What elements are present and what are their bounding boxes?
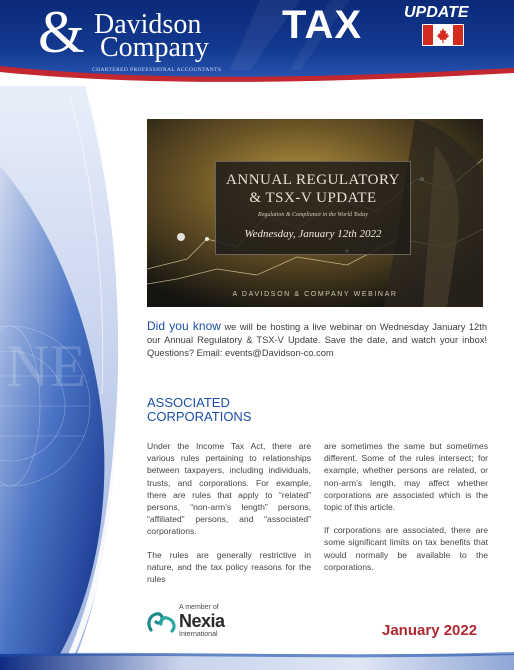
nexia-logo	[147, 604, 237, 640]
banner-subtitle: Regulation & Compliance in the World Today	[258, 212, 368, 218]
company-logo	[38, 0, 238, 76]
logo-subtitle: CHARTERED PROFESSIONAL ACCOUNTANTS	[92, 67, 222, 73]
logo-name-line2: Company	[100, 32, 209, 63]
nexia-name: Nexia	[179, 611, 225, 631]
section-title	[147, 396, 307, 424]
logo-name-line1: Davidson	[94, 9, 202, 40]
tax-title: TAX	[282, 3, 363, 47]
article-column-right	[324, 440, 488, 584]
banner-title-line2: & TSX-V UPDATE	[249, 190, 377, 206]
article-paragraph: are sometimes the same but sometimes different. Some of the rules intersect; for example, whether persons are related, or non-arm’s length, may affect whether corporations are associated which is the topic of this article.	[324, 441, 488, 513]
footer-band	[0, 650, 514, 670]
webinar-banner	[147, 119, 483, 307]
svg-text:NE: NE	[6, 333, 86, 399]
section-title-line2: CORPORATIONS	[147, 409, 252, 424]
intro-text: we will be hosting a live webinar on Wednesday January 12th our Annual Regulatory & TSX-V Update. Save the date, and watch your inbox! Questions? Email: events@Davidson-co.com	[147, 322, 487, 358]
nexia-member-text: A member of	[179, 604, 219, 611]
section-title-line1: ASSOCIATED	[147, 395, 230, 410]
banner-title-line1: ANNUAL REGULATORY	[226, 172, 400, 188]
banner-title-box	[215, 161, 411, 255]
header-band	[0, 0, 514, 86]
article-paragraph: Under the Income Tax Act, there are various rules pertaining to relationships between taxpayers, including individuals, trusts, and corporations. For example, there are rules that apply to “related” persons, “non-arm’s length” persons, “affiliated” persons, and “associated” corporations.	[147, 441, 311, 537]
banner-date: Wednesday, January 12th 2022	[244, 228, 382, 240]
intro-paragraph	[147, 320, 487, 360]
article-paragraph: If corporations are associated, there are some significant limits on tax benefits that would normally be available to the corporations.	[324, 525, 488, 572]
update-title: UPDATE	[404, 4, 469, 21]
nexia-mark-icon	[147, 610, 177, 634]
article-paragraph: The rules are generally restrictive in nature, and the tax policy reasons for the rules	[147, 549, 311, 585]
did-you-know-lead: Did you know	[147, 319, 221, 333]
canada-flag-icon	[422, 24, 464, 46]
banner-footer: A DAVIDSON & COMPANY WEBINAR	[232, 291, 398, 298]
logo-ampersand: &	[38, 0, 85, 65]
article-column-left	[147, 440, 311, 596]
nexia-international-text: International	[179, 631, 218, 638]
issue-date: January 2022	[382, 622, 478, 639]
